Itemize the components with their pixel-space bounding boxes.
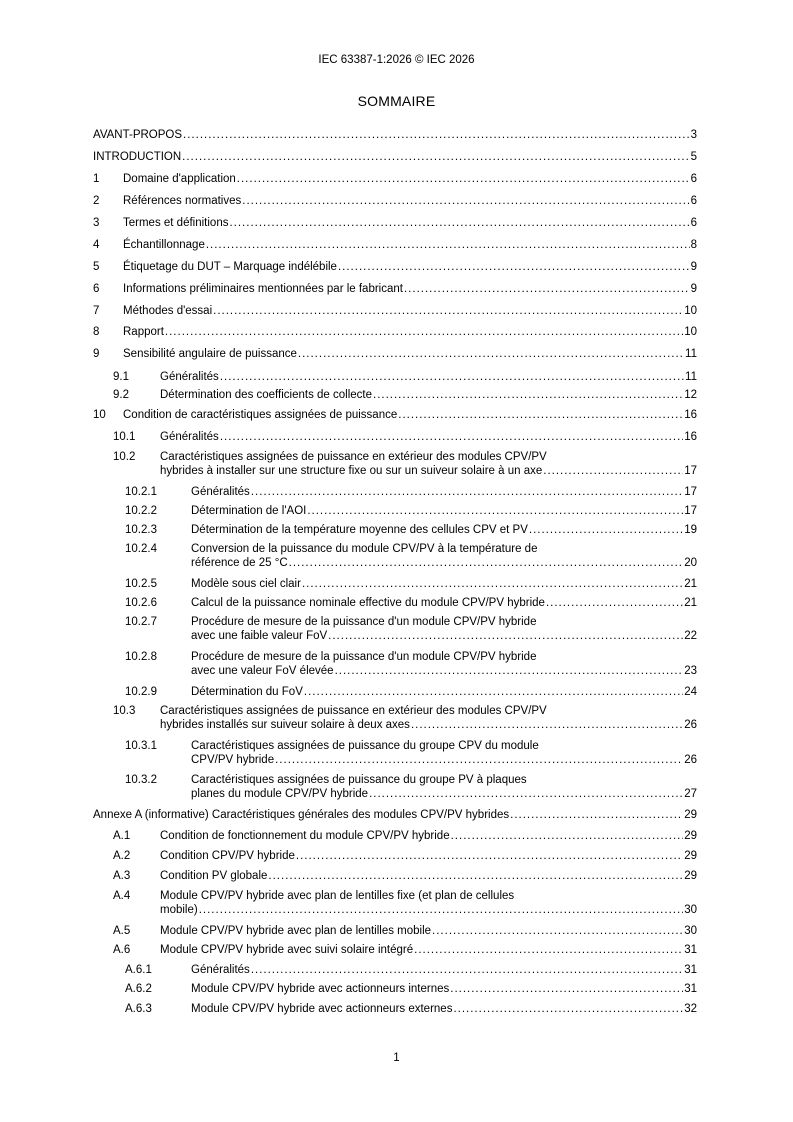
dot-leader <box>373 388 683 402</box>
toc-entry-number: 8 <box>93 326 100 338</box>
toc-entry-number: 5 <box>93 261 100 273</box>
dot-leader <box>451 829 684 843</box>
dot-leader <box>289 556 684 570</box>
toc-entry-number: 10.2.1 <box>125 486 157 498</box>
toc-page-number: 11 <box>685 371 697 383</box>
dot-leader <box>414 943 683 957</box>
toc-page-number: 30 <box>684 925 697 937</box>
toc-entry-number: 10.2.8 <box>125 651 157 663</box>
toc-entry-number: 10.2.9 <box>125 686 157 698</box>
toc-entry-title: mobile) <box>160 904 198 916</box>
toc-entry[interactable] <box>113 924 697 938</box>
toc-entry[interactable] <box>125 739 697 767</box>
dot-leader <box>307 504 683 518</box>
toc-entry-title: Informations préliminaires mentionnées par le fabricant <box>123 283 403 295</box>
toc-entry[interactable] <box>125 963 697 977</box>
toc-entry-number: A.6.3 <box>125 1003 152 1015</box>
toc-page-number: 6 <box>690 217 697 229</box>
toc-entry-number: A.6.2 <box>125 983 152 995</box>
toc-entry[interactable] <box>125 982 697 996</box>
toc-entry-number: 10.2.5 <box>125 578 157 590</box>
toc-page-number: 3 <box>690 129 697 141</box>
toc-page-number: 29 <box>684 809 697 821</box>
toc-entry[interactable] <box>113 704 697 732</box>
page-header: IEC 63387-1:2026 © IEC 2026 <box>318 54 475 66</box>
toc-entry[interactable] <box>113 430 697 444</box>
toc-entry-title: INTRODUCTION <box>93 151 182 163</box>
toc-entry-number: A.3 <box>113 870 131 882</box>
toc-entry-title: Condition de fonctionnement du module CPV/PV hybride <box>160 830 450 842</box>
dot-leader <box>298 347 684 361</box>
toc-page-number: 29 <box>684 870 697 882</box>
toc-entry[interactable] <box>113 869 697 883</box>
toc-entry-title: Détermination de la température moyenne des cellules CPV et PV <box>191 524 528 536</box>
toc-page-number: 21 <box>684 578 697 590</box>
toc-page-number: 17 <box>684 505 697 517</box>
toc-entry[interactable] <box>93 808 697 822</box>
toc-entry-title: Généralités <box>160 431 219 443</box>
dot-leader <box>543 464 683 478</box>
toc-entry-number: 10.3.2 <box>125 774 157 786</box>
toc-page-number: 31 <box>684 983 697 995</box>
toc-page-number: 6 <box>690 195 697 207</box>
dot-leader <box>450 982 683 996</box>
toc-entry-number: A.2 <box>113 850 131 862</box>
dot-leader <box>296 849 683 863</box>
dot-leader <box>251 963 683 977</box>
toc-entry-title: Caractéristiques assignées de puissance du groupe PV à plaques <box>191 774 527 786</box>
toc-page-number: 26 <box>684 754 697 766</box>
toc-entry-number: A.6 <box>113 944 131 956</box>
toc-entry[interactable] <box>113 849 697 863</box>
dot-leader <box>304 685 683 699</box>
toc-entry[interactable] <box>125 650 697 678</box>
toc-entry-title: avec une valeur FoV élevée <box>191 665 334 677</box>
toc-entry-title: Procédure de mesure de la puissance d'un module CPV/PV hybride <box>191 616 537 628</box>
dot-leader <box>546 596 683 610</box>
toc-entry-title: Généralités <box>160 371 219 383</box>
toc-entry[interactable] <box>125 615 697 643</box>
toc-entry-number: 9.1 <box>113 371 129 383</box>
toc-entry[interactable] <box>125 523 697 537</box>
toc-entry-title: Caractéristiques assignées de puissance en extérieur des modules CPV/PV <box>160 705 547 717</box>
toc-entry-number: 10.3.1 <box>125 740 157 752</box>
toc-page-number: 31 <box>684 944 697 956</box>
toc-entry[interactable] <box>93 216 697 230</box>
toc-page-number: 30 <box>684 904 697 916</box>
toc-entry-title: Conversion de la puissance du module CPV/PV à la température de <box>191 543 538 555</box>
toc-entry-title: Module CPV/PV hybride avec actionneurs externes <box>191 1003 453 1015</box>
toc-entry-title: Détermination du FoV <box>191 686 303 698</box>
toc-entry[interactable] <box>113 450 697 478</box>
toc-page-number: 32 <box>684 1003 697 1015</box>
toc-entry[interactable] <box>125 773 697 801</box>
toc-entry[interactable] <box>93 172 697 186</box>
page-title: SOMMAIRE <box>357 93 436 109</box>
toc-entry-number: A.1 <box>113 830 131 842</box>
toc-entry-title: Méthodes d'essai <box>123 305 213 317</box>
toc-entry-title: référence de 25 °C <box>191 557 288 569</box>
dot-leader <box>237 172 690 186</box>
toc-page-number: 31 <box>684 964 697 976</box>
dot-leader <box>510 808 683 822</box>
dot-leader <box>328 629 683 643</box>
toc-entry-number: 6 <box>93 283 100 295</box>
dot-leader <box>369 787 683 801</box>
toc-entry-number: 2 <box>93 195 100 207</box>
dot-leader <box>275 753 683 767</box>
toc-entry[interactable] <box>93 128 697 142</box>
toc-entry-number: 10.2.4 <box>125 543 157 555</box>
dot-leader <box>432 924 683 938</box>
dot-leader <box>199 903 683 917</box>
toc-entry[interactable] <box>113 943 697 957</box>
toc-page-number: 26 <box>684 719 697 731</box>
toc-page-number: 22 <box>684 630 697 642</box>
toc-entry-number: 4 <box>93 239 100 251</box>
toc-entry-number: 10 <box>93 409 106 421</box>
toc-entry-title: Procédure de mesure de la puissance d'un module CPV/PV hybride <box>191 651 537 663</box>
dot-leader <box>182 150 689 164</box>
toc-entry-title: AVANT-PROPOS <box>93 129 183 141</box>
dot-leader <box>206 238 690 252</box>
toc-entry-number: 10.1 <box>113 431 136 443</box>
dot-leader <box>220 430 683 444</box>
dot-leader <box>453 1002 683 1016</box>
toc-entry-number: 10.2.7 <box>125 616 157 628</box>
toc-entry-title: hybrides installés sur suiveur solaire à deux axes <box>160 719 410 731</box>
toc-entry-title: Condition de caractéristiques assignées de puissance <box>123 409 398 421</box>
toc-entry-title: Caractéristiques assignées de puissance du groupe CPV du module <box>191 740 539 752</box>
toc-entry-number: 3 <box>93 217 100 229</box>
dot-leader <box>213 304 683 318</box>
toc-entry-number: 9.2 <box>113 389 129 401</box>
toc-page-number: 9 <box>690 283 697 295</box>
toc-entry[interactable] <box>125 596 697 610</box>
toc-entry-number: 10.3 <box>113 705 136 717</box>
toc-entry-number: 10.2.3 <box>125 524 157 536</box>
dot-leader <box>220 370 684 384</box>
toc-entry-number: 10.2.2 <box>125 505 157 517</box>
toc-entry-title: Étiquetage du DUT – Marquage indélébile <box>123 261 337 273</box>
toc-entry-title: Références normatives <box>123 195 242 207</box>
toc-entry[interactable] <box>93 194 697 208</box>
toc-entry[interactable] <box>125 485 697 499</box>
toc-entry-title: Généralités <box>191 486 250 498</box>
toc-entry-title: avec une faible valeur FoV <box>191 630 328 642</box>
toc-page-number: 17 <box>684 465 697 477</box>
toc-entry-number: 7 <box>93 305 100 317</box>
toc-entry-title: hybrides à installer sur une structure fixe ou sur un suiveur solaire à un axe <box>160 465 543 477</box>
toc-entry[interactable] <box>93 347 697 361</box>
toc-page-number: 12 <box>684 389 697 401</box>
toc-entry[interactable] <box>93 325 697 339</box>
toc-entry[interactable] <box>125 685 697 699</box>
toc-page-number: 24 <box>684 686 697 698</box>
toc-entry-title: Généralités <box>191 964 250 976</box>
toc-entry[interactable] <box>93 282 697 296</box>
toc-page-number: 8 <box>690 239 697 251</box>
toc-entry-title: Caractéristiques assignées de puissance en extérieur des modules CPV/PV <box>160 451 547 463</box>
toc-entry-number: A.6.1 <box>125 964 152 976</box>
toc-page-number: 9 <box>690 261 697 273</box>
toc-entry[interactable] <box>125 1002 697 1016</box>
toc-entry-title: Module CPV/PV hybride avec actionneurs internes <box>191 983 450 995</box>
toc-entry[interactable] <box>93 238 697 252</box>
toc-entry-title: Modèle sous ciel clair <box>191 578 301 590</box>
toc-entry-title: Détermination des coefficients de collecte <box>160 389 373 401</box>
toc-entry-title: Module CPV/PV hybride avec plan de lentilles fixe (et plan de cellules <box>160 890 515 902</box>
toc-entry-title: Module CPV/PV hybride avec suivi solaire intégré <box>160 944 414 956</box>
toc-page-number: 6 <box>690 173 697 185</box>
toc-page-number: 29 <box>684 830 697 842</box>
toc-entry-number: 1 <box>93 173 100 185</box>
page-number: 1 <box>393 1052 400 1064</box>
toc-entry-number: 10.2.6 <box>125 597 157 609</box>
dot-leader <box>165 325 683 339</box>
toc-page-number: 19 <box>684 524 697 536</box>
toc-entry-title: CPV/PV hybride <box>191 754 275 766</box>
dot-leader <box>529 523 683 537</box>
toc-entry-title: Termes et définitions <box>123 217 229 229</box>
dot-leader <box>242 194 689 208</box>
toc-entry-title: Rapport <box>123 326 164 338</box>
toc-entry[interactable] <box>125 542 697 570</box>
dot-leader <box>404 282 690 296</box>
toc-page-number: 16 <box>684 409 697 421</box>
toc-page-number: 11 <box>685 348 697 360</box>
toc-entry[interactable] <box>125 577 697 591</box>
toc-entry-number: 9 <box>93 348 100 360</box>
toc-entry[interactable] <box>113 829 697 843</box>
toc-page-number: 5 <box>690 151 697 163</box>
toc-entry-title: Condition CPV/PV hybride <box>160 850 295 862</box>
toc-entry[interactable] <box>113 388 697 402</box>
toc-page-number: 17 <box>684 486 697 498</box>
toc-page-number: 16 <box>684 431 697 443</box>
toc-entry[interactable] <box>93 260 697 274</box>
toc-entry-number: 10.2 <box>113 451 136 463</box>
toc-entry-title: Condition PV globale <box>160 870 268 882</box>
toc-page-number: 29 <box>684 850 697 862</box>
dot-leader <box>251 485 683 499</box>
toc-entry-title: Annexe A (informative) Caractéristiques générales des modules CPV/PV hybrides <box>93 809 510 821</box>
toc-entry-title: planes du module CPV/PV hybride <box>191 788 369 800</box>
dot-leader <box>335 664 684 678</box>
toc-entry-title: Domaine d'application <box>123 173 236 185</box>
toc-entry[interactable] <box>93 408 697 422</box>
toc-entry[interactable] <box>93 150 697 164</box>
toc-entry-number: A.4 <box>113 890 131 902</box>
dot-leader <box>268 869 683 883</box>
toc-entry-title: Échantillonnage <box>123 239 205 251</box>
toc-entry[interactable] <box>113 889 697 917</box>
toc-page-number: 23 <box>684 665 697 677</box>
toc-entry[interactable] <box>113 370 697 384</box>
toc-page-number: 27 <box>684 788 697 800</box>
dot-leader <box>302 577 683 591</box>
toc-entry-number: A.5 <box>113 925 131 937</box>
toc-entry-title: Détermination de l'AOI <box>191 505 307 517</box>
toc-entry[interactable] <box>93 304 697 318</box>
dot-leader <box>398 408 683 422</box>
toc-entry-title: Calcul de la puissance nominale effective du module CPV/PV hybride <box>191 597 545 609</box>
dot-leader <box>183 128 690 142</box>
dot-leader <box>229 216 689 230</box>
toc-entry-title: Module CPV/PV hybride avec plan de lentilles mobile <box>160 925 432 937</box>
toc-page-number: 21 <box>684 597 697 609</box>
toc-entry-title: Sensibilité angulaire de puissance <box>123 348 297 360</box>
dot-leader <box>411 718 683 732</box>
toc-page-number: 20 <box>684 557 697 569</box>
toc-page-number: 10 <box>684 326 697 338</box>
dot-leader <box>338 260 690 274</box>
toc-page-number: 10 <box>684 305 697 317</box>
toc-entry[interactable] <box>125 504 697 518</box>
